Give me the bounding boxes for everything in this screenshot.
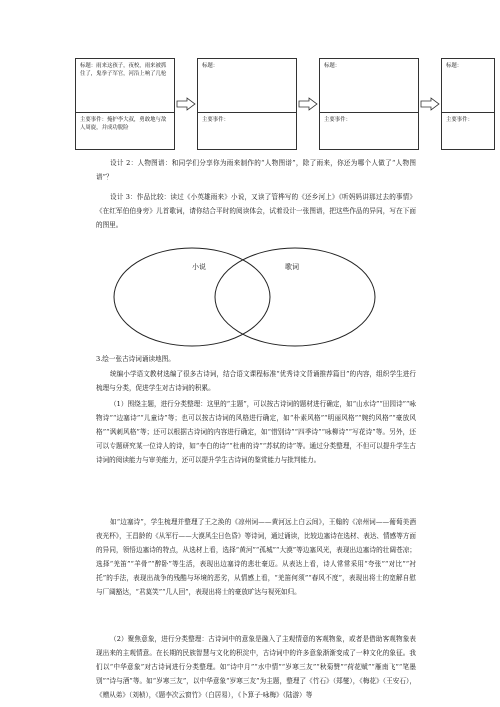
right-arrow-icon bbox=[420, 97, 440, 111]
story-card-4 bbox=[441, 58, 495, 150]
card-title-cell: 标题： bbox=[442, 59, 494, 113]
card-title-cell: 标题：雨来这孩子，夜校，雨来被抓住了，鬼拳子军官，河沿上响了几枪 bbox=[76, 59, 174, 113]
design-3-paragraph: 设计 3：作品比较：读过《小英雄雨来》小说，又读了管桦写的《还乡河上》《听妈妈讲那过去的事情》《在红军伯伯身旁》儿首歌词，请你结合平时的阅读体会，试着设计一张图谱，把这些作品的异同，写在下面的图里。 bbox=[96, 193, 416, 229]
card-events-cell: 主要事件： bbox=[202, 117, 229, 123]
venn-right-label: 歌词 bbox=[285, 263, 299, 271]
card-events-cell: 主要事件： bbox=[324, 117, 351, 123]
card-title-cell: 标题： bbox=[198, 59, 296, 113]
design-2-paragraph: 设计 2：人物图谱：和同学们分享你为雨来制作的“人物图谱”，除了雨来，你还为哪个人做了“人物图谱”？ bbox=[96, 159, 416, 181]
story-card-3 bbox=[319, 58, 419, 150]
card-events-cell: 主要事件：掩护李大叔，勇敢地与敌人周旋，并成功脱险 bbox=[80, 117, 167, 131]
venn-diagram bbox=[110, 245, 380, 350]
right-arrow-icon bbox=[298, 97, 318, 111]
venn-left-label: 小说 bbox=[192, 263, 206, 271]
section-3-paragraph-3: （2）聚焦意象，进行分类整理：古诗词中的意象是融入了主观情意的客观物象，或者是借助客观物象表现出来的主观情意。在长期的民族智慧与文化的积淀中，古诗词中的许多意象渐渐变成了一种文化的象征。我们以“中华意象”对古诗词进行分类整理。如“诗中月”“水中情”“岁寒三友”“秋菊赞”“荷花赋”“雁南飞”“笔墨别”“诗与酒”等。如“岁寒三友”，以中华意象“岁寒三友”为主题，整理了《竹石》（郑燮），《梅花》（王安石），《赠从弟》（刘桢），《题李次云窗竹》（白居易），《卜算子·咏梅》（陆游）等 bbox=[96, 635, 416, 699]
section-3-heading: 3.绘一张古诗词诵读地图。 bbox=[96, 355, 175, 363]
card-events-cell: 主要事件： bbox=[446, 117, 473, 123]
section-3-paragraph-2: 如“边塞诗”，学生梳理并整理了王之涣的《凉州词——黄河远上白云间》，王翰的《凉州词——葡萄美酒夜光杯》，王昌龄的《从军行——大漠风尘日色昏》等诗词，通过诵读，比较边塞诗在选材、表达、情感等方面的异同，领悟边塞诗的特点，从选材上看，选择“黄河”“孤城”“大漠”等边塞风光，表现出边塞诗的壮阔苍凉；选择“羌笛”“羊骨”“醉卧”等生活，表现出边塞诗的悲壮豪迈。从表达上看，诗人常常采用“夸张”“对比”“衬托”的手法，表现出战争的残酷与环境的恶劣，从情感上看，“羌笛何须”“春风不度”，表现出将士的宽解自慰与厂阔豁达，“君莫笑”“几人回”，表现出将士的豪放旷达与视死如归。 bbox=[96, 518, 416, 596]
story-card-2 bbox=[197, 58, 297, 150]
card-title-cell: 标题： bbox=[320, 59, 418, 113]
section-3-paragraph-1: （1）围绕主题，进行分类整理：这里的“主题”，可以按古诗词的题材进行确定，如“山水诗”“田园诗”“咏物诗”“边塞诗”“儿童诗”等；也可以按古诗词的风格进行确定，如“朴素风格”“明丽风格”“婉约风格”“豪放风格”“讽刺风格”等；还可以根据古诗词的内容进行确定，如“惜别诗”“四季诗”“咏柳诗”“写花诗”等。另外，还可以专题研究某一位诗人的诗，如“李白的诗”“杜甫的诗”“苏轼的诗”等。通过分类整理，不但可以提升学生古诗词的阅读能力与审美能力，还可以提升学生古诗词的鉴赏能力与批判能力。 bbox=[96, 400, 416, 464]
story-card-1 bbox=[75, 58, 175, 150]
section-3-intro: 统编小学语文教材选编了很多古诗词，结合语文课程标准“优秀诗文背诵推荐篇目”的内容，组织学生进行梳理与分类，促进学生对古诗词的积累。 bbox=[96, 370, 416, 392]
right-arrow-icon bbox=[176, 97, 196, 111]
